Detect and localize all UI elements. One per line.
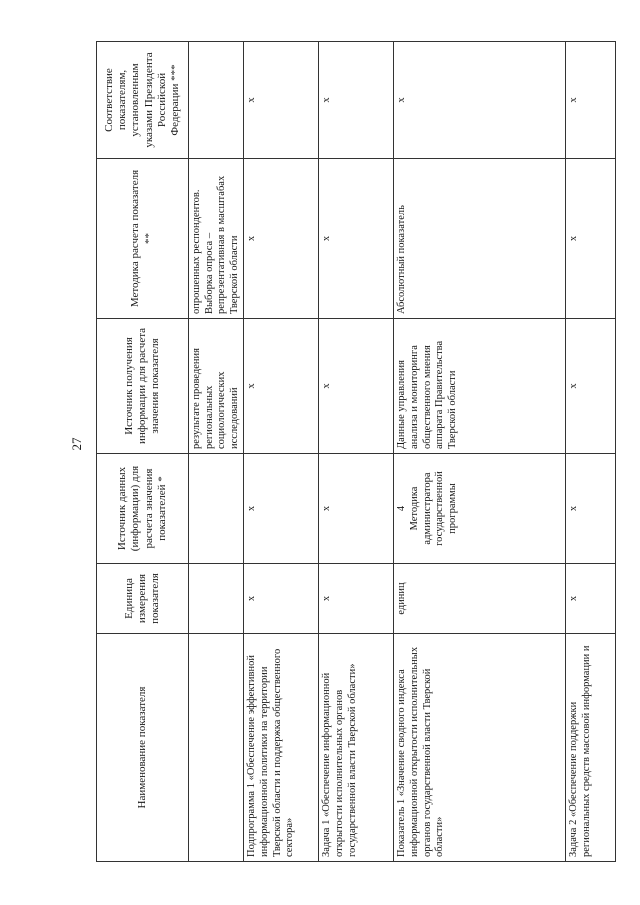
cell-compliance: х [244, 42, 319, 159]
cell-name: Подпрограмма 1 «Обеспечение эффективной информационной политики на территории Тверской области и поддержка общественного сектора» [244, 634, 319, 862]
source-number: 4 [396, 505, 408, 512]
header-indicator-name: Наименование показателя [97, 634, 189, 862]
cell-method: Абсолютный показатель [394, 159, 566, 319]
cell-origin: х [319, 319, 394, 454]
page-number: 27 [69, 437, 84, 451]
cell-method: х [319, 159, 394, 319]
cell-unit: единиц [394, 564, 566, 634]
cell-name: Задача 2 «Обеспечение поддержки региональных средств массовой информации и [566, 634, 616, 862]
header-data-source: Источник данных (информации) для расчета значения показателей * [97, 454, 189, 564]
table-row [244, 42, 319, 862]
header-unit: Единица измерения показателя [97, 564, 189, 634]
table-row [394, 42, 566, 862]
cell-unit [189, 564, 244, 634]
cell-compliance [189, 42, 244, 159]
header-compliance: Соответствие показателям, установленным указами Президента Российской Федерации *** [97, 42, 189, 159]
indicators-table [96, 41, 616, 862]
cell-method: опрошенных респондентов. Выборка опроса – репрезентативная в масштабах Тверской области [189, 159, 244, 319]
cell-source [394, 454, 566, 564]
table-rotated-container [96, 42, 616, 862]
cell-unit: х [244, 564, 319, 634]
cell-method: х [244, 159, 319, 319]
cell-origin: х [244, 319, 319, 454]
source-text: Методика администратора государственной программы [408, 471, 458, 546]
cell-name: Задача 1 «Обеспечение информационной открытости исполнительных органов государственной власти Тверской области» [319, 634, 394, 862]
table-row [319, 42, 394, 862]
cell-unit: х [566, 564, 616, 634]
cell-method: х [566, 159, 616, 319]
cell-unit: х [319, 564, 394, 634]
cell-name: Показатель 1 «Значение сводного индекса информационной открытости исполнительных органов государственной власти Тверской области» [394, 634, 566, 862]
cell-source [189, 454, 244, 564]
table-header-row [97, 42, 189, 862]
cell-source: х [319, 454, 394, 564]
cell-origin: Данные управления анализа и мониторинга общественного мнения аппарата Правительства Тверской области [394, 319, 566, 454]
cell-compliance: х [394, 42, 566, 159]
table-row [566, 42, 616, 862]
cell-origin: результате проведения региональных социологических исследований [189, 319, 244, 454]
header-info-origin: Источник получения информации для расчета значения показателя [97, 319, 189, 454]
cell-source: х [566, 454, 616, 564]
cell-compliance: х [566, 42, 616, 159]
header-method: Методика расчета показателя ** [97, 159, 189, 319]
table-row [189, 42, 244, 862]
cell-name [189, 634, 244, 862]
cell-compliance: х [319, 42, 394, 159]
cell-origin: х [566, 319, 616, 454]
cell-source: х [244, 454, 319, 564]
